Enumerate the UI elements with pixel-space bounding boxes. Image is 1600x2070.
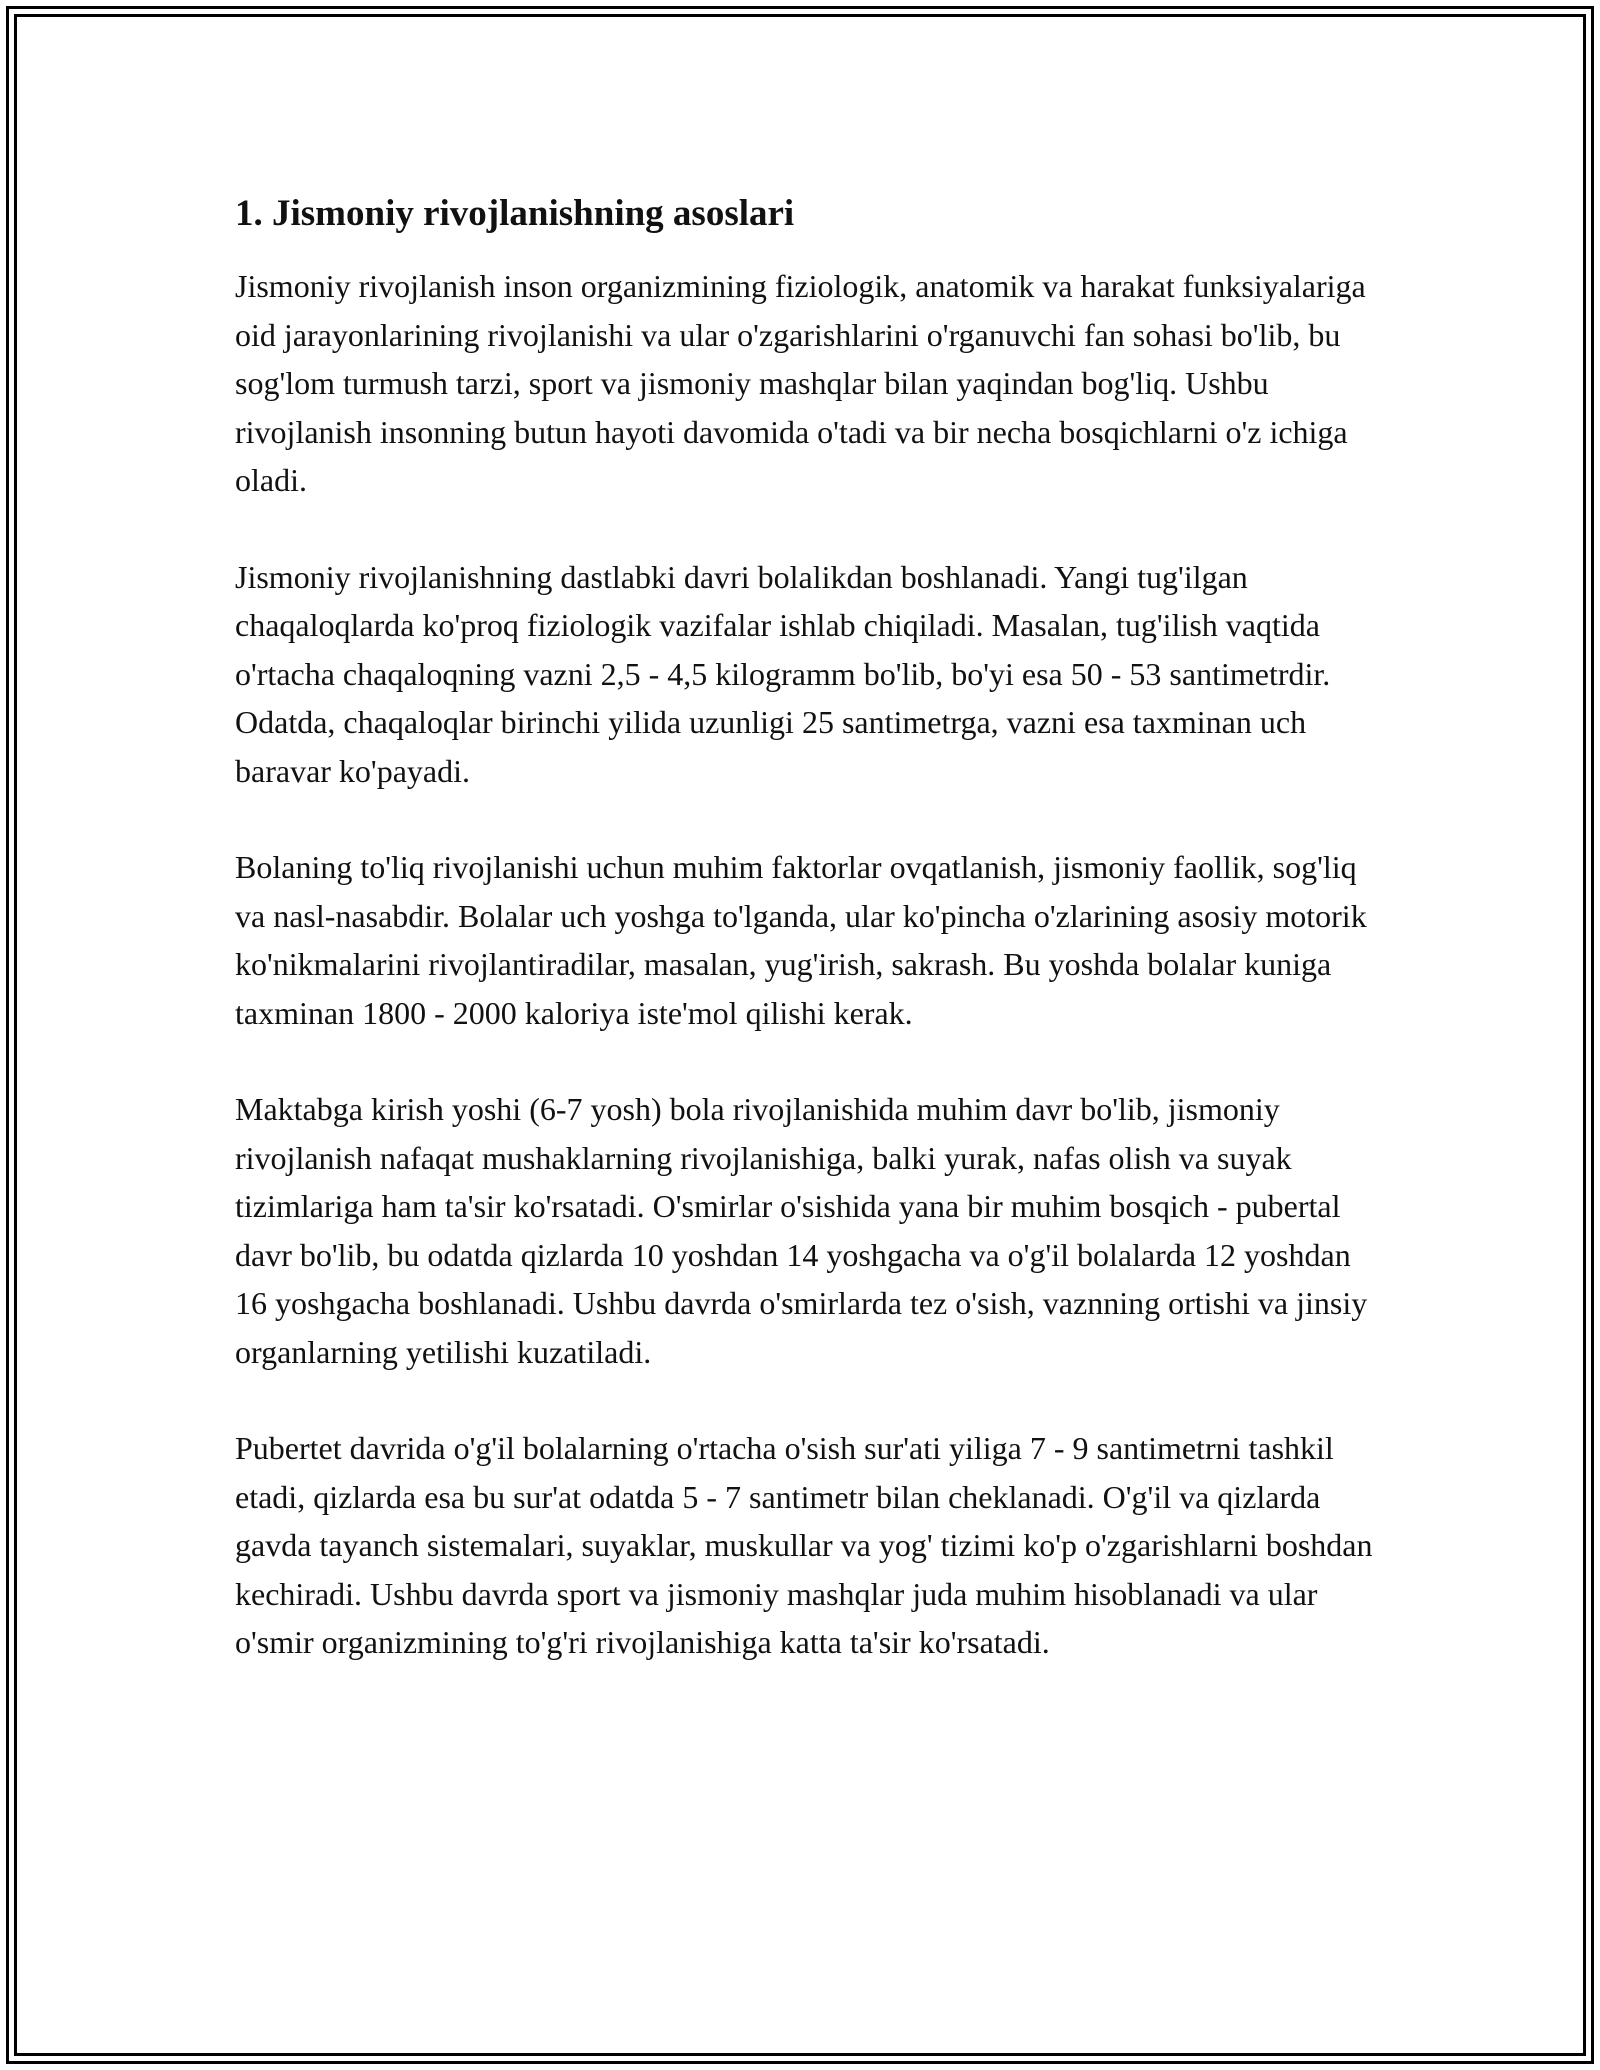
- paragraph-5: Pubertet davrida o'g'il bolalarning o'rtacha o'sish sur'ati yiliga 7 - 9 santimetrni tashkil etadi, qizlarda esa bu sur'at odatda 5 - 7 santimetr bilan cheklanadi. O'g'il va qizlarda gavda tayanch sistemalari, suyaklar, muskullar va yog' tizimi ko'p o'zgarishlarni boshdan kechiradi. Ushbu davrda sport va jismoniy mashqlar juda muhim hisoblanadi va ular o'smir organizmining to'g'ri rivojlanishiga katta ta'sir ko'rsatadi.: [235, 1430, 1373, 1661]
- paragraph-2: Jismoniy rivojlanishning dastlabki davri bolalikdan boshlanadi. Yangi tug'ilgan chaqaloqlarda ko'proq fiziologik vazifalar ishlab chiqiladi. Masalan, tug'ilish vaqtida o'rtacha chaqaloqning vazni 2,5 - 4,5 kilogramm bo'lib, bo'yi esa 50 - 53 santimetrdir. Odatda, chaqaloqlar birinchi yilida uzunligi 25 santimetrga, vazni esa taxminan uch baravar ko'payadi.: [235, 558, 1331, 789]
- paragraph-1: Jismoniy rivojlanish inson organizmining fiziologik, anatomik va harakat funksiyalariga oid jarayonlarining rivojlanishi va ular o'zgarishlarini o'rganuvchi fan sohasi bo'lib, bu sog'lom turmush tarzi, sport va jismoniy mashqlar bilan yaqindan bog'liq. Ushbu rivojlanish insonning butun hayoti davomida o'tadi va bir necha bosqichlarni o'z ichiga oladi.: [235, 268, 1366, 499]
- section-heading: 1. Jismoniy rivojlanishning asoslari: [235, 193, 795, 234]
- document-body: [235, 190, 1385, 1715]
- paragraph-3: Bolaning to'liq rivojlanishi uchun muhim faktorlar ovqatlanish, jismoniy faollik, sog'liq va nasl-nasabdir. Bolalar uch yoshga to'lganda, ular ko'pincha o'zlarining asosiy motorik ko'nikmalarini rivojlantiradilar, masalan, yug'irish, sakrash. Bu yoshda bolalar kuniga taxminan 1800 - 2000 kaloriya iste'mol qilishi kerak.: [235, 849, 1367, 1031]
- paragraph-4: Maktabga kirish yoshi (6-7 yosh) bola rivojlanishida muhim davr bo'lib, jismoniy rivojlanish nafaqat mushaklarning rivojlanishiga, balki yurak, nafas olish va suyak tizimlariga ham ta'sir ko'rsatadi. O'smirlar o'sishida yana bir muhim bosqich - pubertal davr bo'lib, bu odatda qizlarda 10 yoshdan 14 yoshgacha va o'g'il bolalarda 12 yoshdan 16 yoshgacha boshlanadi. Ushbu davrda o'smirlarda tez o'sish, vaznning ortishi va jinsiy organlarning yetilishi kuzatiladi.: [235, 1091, 1368, 1370]
